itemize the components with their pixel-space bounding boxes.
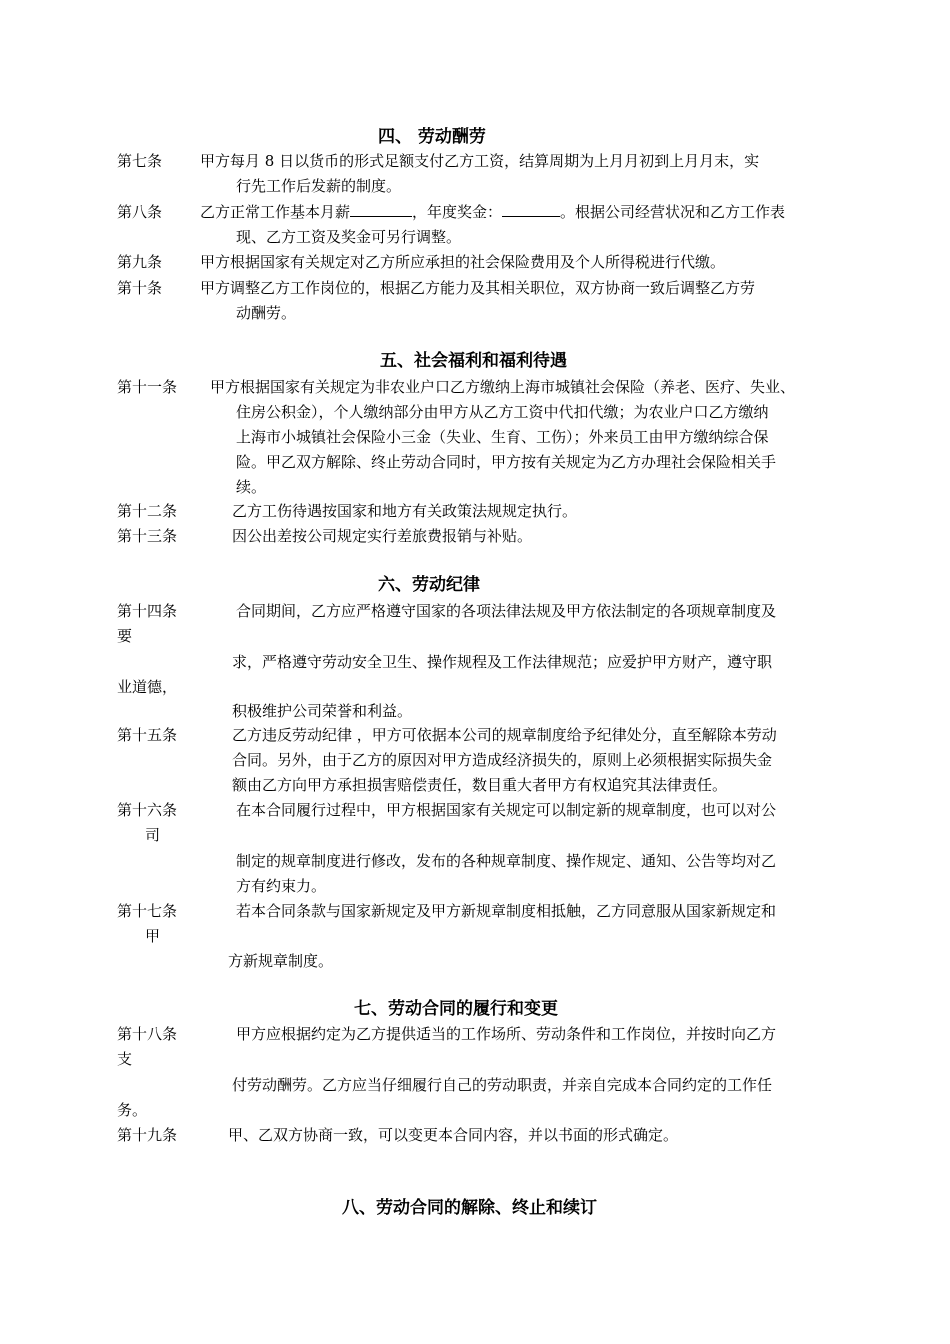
bonus-blank [502, 202, 560, 217]
article-text: 甲方根据国家有关规定对乙方所应承担的社会保险费用及个人所得税进行代缴。 [200, 253, 726, 271]
article-number: 第十五条 [117, 726, 178, 744]
article-text: 积极维护公司荣誉和利益。 [232, 702, 413, 720]
article-text: 方有约束力。 [236, 877, 327, 895]
article-text: 额由乙方向甲方承担损害赔偿责任，数目重大者甲方有权追究其法律责任。 [232, 776, 728, 794]
article-text: 行先工作后发薪的制度。 [236, 177, 402, 195]
article-number: 第十七条 [117, 902, 178, 920]
article-text: 付劳动酬劳。乙方应当仔细履行自己的劳动职责，并亲自完成本合同约定的工作任 [232, 1076, 773, 1094]
section-heading: 七、劳动合同的履行和变更 [354, 999, 558, 1019]
article-number: 第十四条 [117, 602, 178, 620]
article-text: 甲 [145, 927, 161, 945]
article-text: 制定的规章制度进行修改，发布的各种规章制度、操作规定、通知、公告等均对乙 [236, 852, 777, 870]
article-text: 务。 [117, 1101, 148, 1119]
article-number: 第十九条 [117, 1126, 178, 1144]
article-text: 求，严格遵守劳动安全卫生、操作规程及工作法律规范；应爱护甲方财产，遵守职 [232, 653, 773, 671]
article-number: 第九条 [117, 253, 163, 271]
section-heading: 四、 劳动酬劳 [378, 127, 486, 147]
article-number: 第八条 [117, 203, 163, 221]
article-text: 在本合同履行过程中，甲方根据国家有关规定可以制定新的规章制度，也可以对公 [236, 801, 777, 819]
article-text: 业道德， [117, 678, 178, 696]
article-text: 上海市小城镇社会保险小三金（失业、生育、工伤）；外来员工由甲方缴纳综合保 [236, 428, 769, 446]
article-text: 乙方正常工作基本月薪 ，年度奖金： 。根据公司经营状况和乙方工作表 [200, 203, 786, 221]
article-text: 合同期间，乙方应严格遵守国家的各项法律法规及甲方依法制定的各项规章制度及 [236, 602, 777, 620]
salary-blank [350, 202, 412, 217]
article-text: 司 [145, 826, 161, 844]
article-text: 甲方应根据约定为乙方提供适当的工作场所、劳动条件和工作岗位，并按时向乙方 [236, 1025, 777, 1043]
article-number: 第七条 [117, 152, 163, 170]
article-text: 现、乙方工资及奖金可另行调整。 [236, 228, 462, 246]
article-text: 甲、乙双方协商一致，可以变更本合同内容，并以书面的形式确定。 [228, 1126, 679, 1144]
article-text: 住房公积金），个人缴纳部分由甲方从乙方工资中代扣代缴；为农业户口乙方缴纳 [236, 403, 769, 421]
article-text: 乙方违反劳动纪律 ，甲方可依据本公司的规章制度给予纪律处分，直至解除本劳动 [232, 726, 777, 744]
article-number: 第十六条 [117, 801, 178, 819]
article-text: 续。 [236, 478, 267, 496]
article-text: 乙方工伤待遇按国家和地方有关政策法规规定执行。 [232, 502, 578, 520]
article-number: 第十二条 [117, 502, 178, 520]
article-text: 方新规章制度。 [228, 952, 334, 970]
article-number: 第十一条 [117, 378, 178, 396]
article-number: 第十三条 [117, 527, 178, 545]
article-text: 险。甲乙双方解除、终止劳动合同时，甲方按有关规定为乙方办理社会保险相关手 [236, 453, 777, 471]
article-number: 第十条 [117, 279, 163, 297]
article-text: 合同。另外，由于乙方的原因对甲方造成经济损失的，原则上必须根据实际损失金 [232, 751, 773, 769]
article-number: 第十八条 [117, 1025, 178, 1043]
section-heading: 八、劳动合同的解除、终止和续订 [342, 1198, 597, 1218]
article-text: 要 [117, 627, 133, 645]
article-text: 动酬劳。 [236, 304, 297, 322]
article-text: 支 [117, 1050, 133, 1068]
article-text: 甲方每月 8 日以货币的形式足额支付乙方工资，结算周期为上月月初到上月月末，实 [200, 152, 760, 170]
section-heading: 五、社会福利和福利待遇 [380, 351, 567, 371]
article-text: 甲方根据国家有关规定为非农业户口乙方缴纳上海市城镇社会保险（养老、医疗、失业、 [210, 378, 796, 396]
section-heading: 六、劳动纪律 [378, 575, 480, 595]
article-text: 甲方调整乙方工作岗位的，根据乙方能力及其相关职位，双方协商一致后调整乙方劳 [200, 279, 756, 297]
article-text: 若本合同条款与国家新规定及甲方新规章制度相抵触，乙方同意服从国家新规定和 [236, 902, 777, 920]
article-text: 因公出差按公司规定实行差旅费报销与补贴。 [232, 527, 533, 545]
